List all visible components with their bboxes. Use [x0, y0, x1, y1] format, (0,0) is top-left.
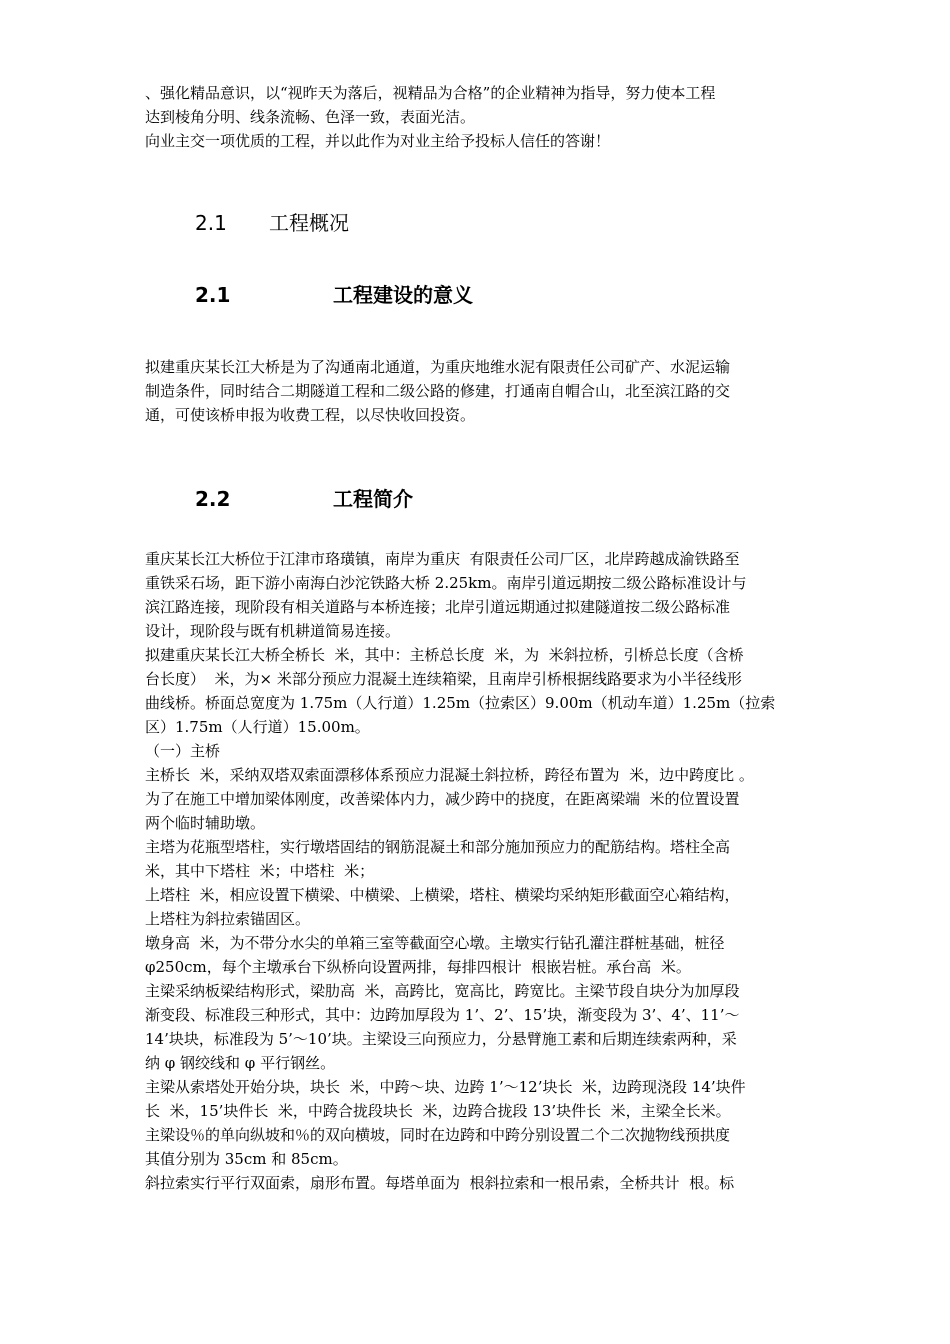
body-line: 两个临时辅助墩。 — [145, 814, 266, 832]
body-line: 主梁设％的单向纵坡和％的双向横坡，同时在边跨和中跨分别设置二个二次抛物线预拱度 — [145, 1126, 731, 1144]
body-line: 主梁从索塔处开始分块，块长 米，中跨～块、边跨 1’～12’块长 米，边跨现浇段 14’块件 — [145, 1078, 746, 1096]
body-line: 上塔柱 米，相应设置下横梁、中横梁、上横梁，塔柱、横梁均采纳矩形截面空心箱结构， — [145, 886, 740, 904]
body-line: 米，其中下塔柱 米；中塔柱 米； — [145, 862, 375, 880]
body-line: 上塔柱为斜拉索锚固区。 — [145, 910, 311, 928]
body-line: 长 米，15’块件长 米，中跨合拢段块长 米，边跨合拢段 13’块件长 米，主梁全长米。 — [145, 1102, 731, 1120]
section-title: 工程建设的意义 — [333, 283, 473, 307]
body-line: 其值分别为 35cm 和 85cm。 — [145, 1150, 348, 1168]
section-number: 2.2 — [195, 487, 231, 511]
body-line: 主桥长 米，采纳双塔双索面漂移体系预应力混凝土斜拉桥，跨径布置为 米，边中跨度比 。 — [145, 766, 754, 784]
main-heading — [145, 209, 815, 237]
body-line: 制造条件，同时结合二期隧道工程和二级公路的修建，打通南自帽合山，北至滨江路的交 — [145, 382, 731, 400]
body-line: 14’块块，标准段为 5’～10’块。主梁设三向预应力，分悬臂施工素和后期连续索两种，采 — [145, 1030, 737, 1048]
section-body — [145, 547, 815, 1195]
body-line: 拟建重庆某长江大桥全桥长 米，其中：主桥总长度 米，为 米斜拉桥，引桥总长度（含桥 — [145, 646, 744, 664]
body-line: 曲线桥。桥面总宽度为 1.75m（人行道）1.25m（拉索区）9.00m（机动车道）1.25m（拉索 — [145, 694, 776, 712]
body-line: 滨江路连接，现阶段有相关道路与本桥连接；北岸引道远期通过拟建隧道按二级公路标准 — [145, 598, 731, 616]
body-line: 渐变段、标准段三种形式，其中：边跨加厚段为 1’、2’、15’块，渐变段为 3’、4’、11’～ — [145, 1006, 740, 1024]
intro-line: 向业主交一项优质的工程，并以此作为对业主给予投标人信任的答谢！ — [145, 132, 611, 150]
body-line: 纳 φ 钢绞线和 φ 平行钢丝。 — [145, 1054, 336, 1072]
section-heading — [145, 485, 815, 513]
body-line: 拟建重庆某长江大桥是为了沟通南北通道，为重庆地维水泥有限责任公司矿产、水泥运输 — [145, 358, 731, 376]
main-heading-title: 工程概况 — [269, 211, 349, 235]
body-line: 通，可使该桥申报为收费工程，以尽快收回投资。 — [145, 406, 476, 424]
body-line: 主塔为花瓶型塔柱，实行墩塔固结的钢筋混凝土和部分施加预应力的配筋结构。塔柱全高 — [145, 838, 731, 856]
intro-line: 、强化精品意识，以“视昨天为落后，视精品为合格”的企业精神为指导，努力使本工程 — [145, 84, 716, 102]
document-page — [145, 81, 815, 1195]
section-heading — [145, 281, 815, 309]
body-line: 为了在施工中增加梁体刚度，改善梁体内力，减少跨中的挠度，在距离梁端 米的位置设置 — [145, 790, 740, 808]
body-line: 斜拉索实行平行双面索，扇形布置。每塔单面为 根斜拉索和一根吊索，全桥共计 根。标 — [145, 1174, 735, 1192]
main-heading-number: 2.1 — [195, 211, 227, 235]
body-line: 主梁采纳板梁结构形式，梁肋高 米，高跨比，宽高比，跨宽比。主梁节段自块分为加厚段 — [145, 982, 740, 1000]
section-number: 2.1 — [195, 283, 231, 307]
body-line: 设计，现阶段与既有机耕道简易连接。 — [145, 622, 401, 640]
body-line: （一）主桥 — [145, 742, 221, 760]
body-line: 重铁采石场，距下游小南海白沙沱铁路大桥 2.25km。南岸引道远期按二级公路标准设计与 — [145, 574, 747, 592]
section-body — [145, 355, 815, 427]
body-line: 墩身高 米，为不带分水尖的单箱三室等截面空心墩。主墩实行钻孔灌注群桩基础，桩径 — [145, 934, 725, 952]
body-line: φ250cm，每个主墩承台下纵桥向设置两排，每排四根计 根嵌岩桩。承台高 米。 — [145, 958, 691, 976]
intro-line: 达到棱角分明、线条流畅、色泽一致，表面光洁。 — [145, 108, 476, 126]
section-title: 工程简介 — [333, 487, 413, 511]
body-line: 重庆某长江大桥位于江津市珞璜镇，南岸为重庆 有限责任公司厂区，北岸跨越成渝铁路至 — [145, 550, 740, 568]
body-line: 区）1.75m（人行道）15.00m。 — [145, 718, 370, 736]
body-line: 台长度） 米，为× 米部分预应力混凝土连续箱梁，且南岸引桥根据线路要求为小半径线形 — [145, 670, 742, 688]
